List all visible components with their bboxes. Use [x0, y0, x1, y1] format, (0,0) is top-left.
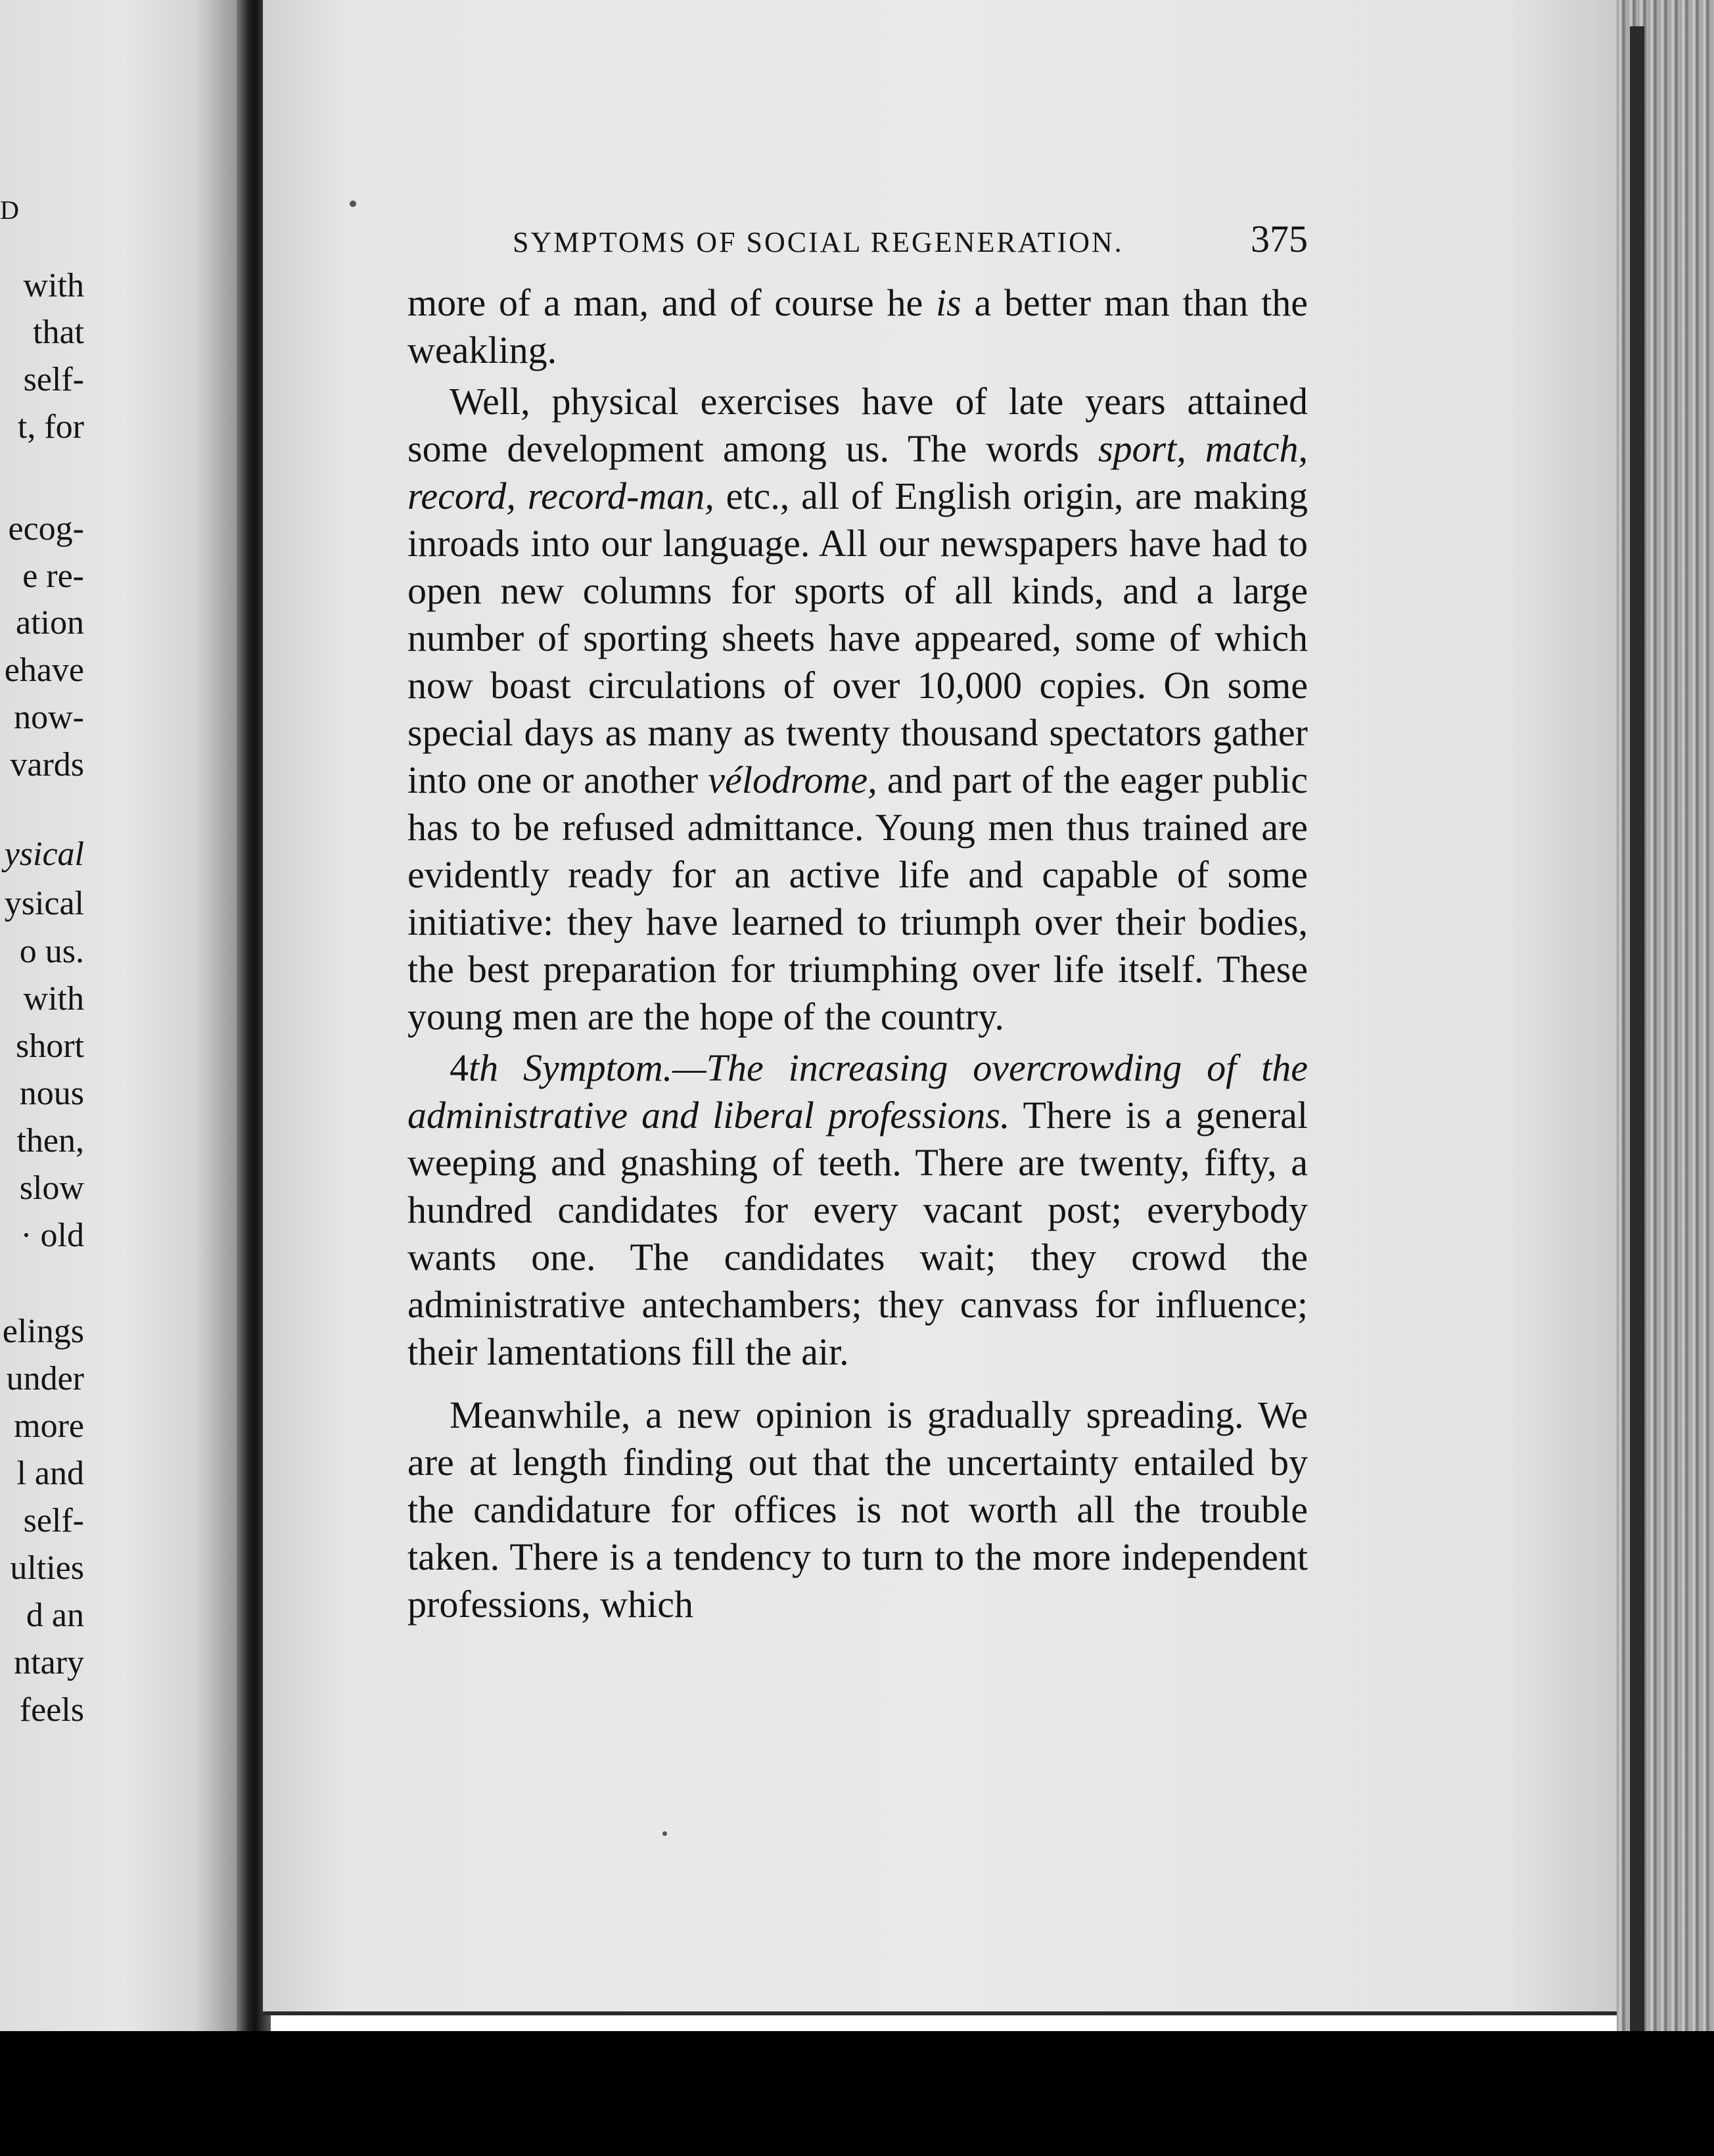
text-run: more of a man, and of course he	[407, 281, 937, 324]
paragraph	[407, 279, 1308, 374]
text-run: There is a general weeping and gnashing of teeth. There are twenty, fifty, a hundred candidates for every vacant post; everybody wants one. The candidates wait; they crowd the administrative antechambers; they canvass for influence; their lamentations fill the air.	[407, 1094, 1308, 1373]
left-line-fragment: now-	[14, 699, 84, 736]
left-line-fragment: ysical	[4, 885, 84, 922]
text-run: etc., all of English origin, are making inroads into our language. All our newspapers have had to open new columns for sports of all kinds, and a large number of sporting sheets have appeared, some of which now boast circulations of over 10,000 copies. On some special days as many as twenty thousand spectators gather into one or another	[407, 475, 1308, 801]
left-line-fragment: · old	[20, 1217, 84, 1254]
left-line-fragment: ecog-	[8, 510, 84, 548]
left-line-fragment: self-	[23, 1502, 84, 1539]
text-run: Well, physical exercises have of late years attained some development among us. The words	[407, 380, 1308, 470]
text-run: and part of the eager public has to be refused admittance. Young men thus trained are evidently ready for an active life and capable of some initiative: they have learned to triumph over their bodies, the best preparation for triumphing over life itself. These young men are the hope of the country.	[407, 759, 1308, 1038]
ink-speck	[350, 200, 356, 207]
left-line-fragment: nous	[19, 1075, 84, 1112]
left-line-fragment: o us.	[19, 933, 84, 970]
left-line-fragment: under	[6, 1360, 84, 1397]
left-line-fragment: feels	[19, 1691, 84, 1729]
left-line-fragment: elings	[2, 1313, 84, 1350]
left-line-fragment: d an	[26, 1597, 84, 1634]
symptom-number: 4	[450, 1046, 469, 1089]
page-number: 375	[1251, 218, 1308, 260]
text-run: Meanwhile, a new opinion is gradually spreading. We are at length finding out that the uncertainty entailed by the candidature for offices is not worth all the trouble taken. There is a tendency to turn to the more independent professions, which	[407, 1394, 1308, 1626]
italic-run: sport, match, record, record-man,	[407, 427, 1309, 517]
left-line-fragment: ation	[16, 604, 84, 642]
symptom-heading: th Symptom.—The increasing overcrowding of the administrative and liberal professions.	[407, 1046, 1308, 1137]
left-line-fragment: ntary	[14, 1644, 84, 1681]
paragraph	[407, 378, 1308, 1041]
section-paragraph	[407, 1044, 1308, 1376]
left-line-fragment: ehave	[4, 651, 84, 689]
left-line-fragment: l and	[16, 1455, 84, 1492]
left-line-fragment: vards	[10, 746, 84, 784]
left-line-fragment: slow	[19, 1169, 84, 1207]
left-line-fragment: more	[14, 1407, 84, 1445]
left-line-fragment: that	[33, 314, 84, 351]
left-line-fragment: with	[23, 267, 84, 304]
left-line-fragment: then,	[16, 1122, 84, 1160]
left-line-fragment: ulties	[10, 1549, 84, 1587]
ink-speck	[662, 1831, 667, 1836]
left-line-fragment: short	[16, 1027, 84, 1065]
left-line-fragment: ysical	[4, 835, 84, 873]
running-head-title: SYMPTOMS OF SOCIAL REGENERATION.	[513, 226, 1124, 258]
page-edge-shadow	[1630, 26, 1644, 2077]
left-line-fragment: e re-	[22, 557, 84, 595]
running-head	[513, 217, 1308, 270]
left-page-header-fragment: D	[0, 195, 19, 225]
paragraph	[407, 1392, 1308, 1628]
left-line-fragment: t, for	[17, 408, 84, 446]
left-line-fragment: with	[23, 980, 84, 1018]
left-line-fragment: self-	[23, 361, 84, 398]
italic-run: is	[936, 281, 961, 324]
italic-run: vélodrome,	[708, 759, 877, 801]
scan-bottom-border	[0, 2031, 1714, 2156]
left-page	[0, 0, 244, 2156]
body-text	[407, 279, 1308, 1628]
text-run: a better man than the weakling.	[407, 281, 1308, 371]
